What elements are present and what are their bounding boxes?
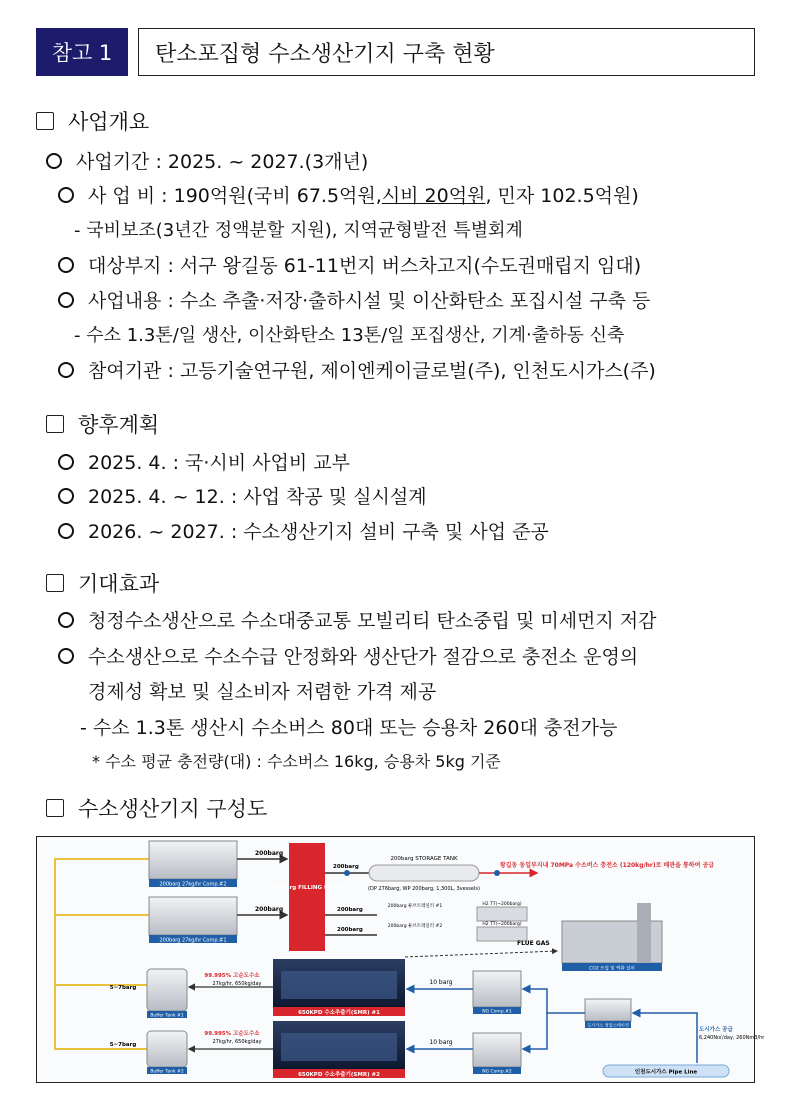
city-gas-rate: 6,240N㎥/day, 260Nm3/hr [699, 1035, 765, 1041]
trailer-label: H2 TT(~200barg) [482, 922, 522, 927]
tube-label: 200barg 튜브트레일러 #2 [387, 924, 443, 929]
storage-tank [368, 856, 480, 892]
checkbox-square-icon [46, 799, 64, 817]
overview-content: 사업내용 : 수소 추출·저장·출하시설 및 이산화탄소 포집시설 구축 등 [58, 286, 650, 313]
smr-label: 650KPD 수소추출기(SMR) #1 [298, 1010, 380, 1016]
plan-item: 2025. 4. : 국‧시비 사업비 교부 [58, 448, 350, 475]
effects-note: * 수소 평균 충전량(대) : 수소버스 16kg, 승용차 5kg 기준 [92, 752, 501, 771]
plan-item: 2026. ~ 2027. : 수소생산기지 설비 구축 및 사업 준공 [58, 517, 549, 544]
compressor-1-label: 200barg 27kg/hr Comp.#1 [159, 937, 227, 944]
buffer-tank-1 [147, 969, 187, 1019]
circle-bullet-icon [58, 362, 74, 378]
governor-label: 도시가스 정압스테이션 [587, 1022, 629, 1028]
filling-panel-label: 200barg FILLING PANEL [270, 885, 344, 891]
pressure-label: 10 barg [429, 1039, 453, 1046]
page-title: 탄소포집형 수소생산기지 구축 현황 [138, 28, 755, 76]
overview-participants: 참여기관 : 고등기술연구원, 제이엔케이글로벌(주), 인천도시가스(주) [58, 356, 656, 383]
section-effects: 기대효과 [46, 568, 159, 598]
checkbox-square-icon [46, 415, 64, 433]
overview-period: 사업기간 : 2025. ~ 2027.(3개년) [46, 147, 368, 174]
reference-badge: 참고 1 [36, 28, 128, 76]
bus-station-supply-label: 왕길동 동일부지내 70MPa 수소버스 충전소 (120kg/hr)로 배관을 통하여 공급 [499, 862, 715, 869]
ng-compressor-1 [473, 971, 521, 1015]
pressure-label: 200barg [255, 850, 284, 857]
plan-item: 2025. 4. ~ 12. : 사업 착공 및 실시설계 [58, 482, 427, 509]
hydrogen-feed-lines [55, 859, 149, 1049]
circle-bullet-icon [58, 612, 74, 628]
overview-cost: 사 업 비 : 190억원(국비 67.5억원, 시비 20억원 , 민자 102.5억원) [58, 181, 639, 208]
process-diagram [36, 836, 765, 1083]
purity-label: 99.995% 고순도수소 [204, 973, 260, 979]
compressor-1 [149, 897, 237, 944]
section-heading: 사업개요 [68, 110, 150, 134]
pipeline-label: 인천도시가스 Pipe Line [634, 1069, 698, 1076]
co2-capture-unit [562, 903, 662, 972]
co2-label: CO2 포집 및 액화 설비 [589, 966, 635, 972]
pressure-label: 5~7barg [109, 985, 137, 991]
trailer-label: H2 TT(~200barg) [482, 902, 522, 907]
circle-bullet-icon [58, 187, 74, 203]
overview-content-detail: - 수소 1.3톤/일 생산, 이산화탄소 13톤/일 포집생산, 기계‧출하동 신축 [74, 325, 625, 346]
section-plan: 향후계획 [46, 409, 159, 439]
smr-reformer-2 [273, 1021, 405, 1078]
pressure-label: 10 barg [429, 979, 453, 986]
ng-compressor-label: NG Comp.#1 [482, 1009, 512, 1015]
circle-bullet-icon [58, 292, 74, 308]
overview-subsidy: - 국비보조(3년간 정액분할 지원), 지역균형발전 특별회계 [74, 220, 523, 241]
compressor-2 [149, 841, 237, 888]
smr-reformer-1 [273, 959, 405, 1016]
pressure-label: 5~7barg [109, 1042, 137, 1048]
section-overview [36, 106, 149, 136]
tube-label: 200barg 튜브트레일러 #1 [387, 904, 443, 909]
pressure-label: 200barg [255, 906, 284, 913]
section-diagram: 수소생산기지 구성도 [46, 793, 267, 823]
ng-compressor-label: NG Comp.#2 [482, 1069, 512, 1075]
effects-detail: - 수소 1.3톤 생산시 수소버스 80대 또는 승용차 260대 충전가능 [80, 717, 618, 739]
checkbox-square-icon [36, 112, 54, 130]
circle-bullet-icon [58, 523, 74, 539]
buffer-tank-label: Buffer Tank #2 [150, 1069, 184, 1075]
circle-bullet-icon [58, 488, 74, 504]
buffer-tank-label: Buffer Tank #1 [150, 1013, 184, 1019]
smr-label: 650KPD 수소추출기(SMR) #2 [298, 1072, 380, 1078]
pressure-label: 200barg [333, 864, 359, 870]
checkbox-square-icon [46, 574, 64, 592]
rate-label: 27kg/hr, 650kg/day [212, 981, 262, 987]
circle-bullet-icon [58, 648, 74, 664]
circle-bullet-icon [58, 257, 74, 273]
rate-label: 27kg/hr, 650kg/day [212, 1039, 262, 1045]
pressure-label: 200barg [337, 927, 363, 933]
pressure-label: 200barg [337, 907, 363, 913]
gas-governor-station [585, 999, 631, 1029]
circle-bullet-icon [46, 153, 62, 169]
storage-tank-label: 200barg STORAGE TANK [390, 856, 458, 862]
city-gas-label: 도시가스 공급 [699, 1027, 733, 1033]
ng-compressor-2 [473, 1033, 521, 1075]
effects-item-cont: 경제성 확보 및 실소비자 저렴한 가격 제공 [88, 681, 437, 703]
tube-trailer-1 [477, 901, 527, 921]
purity-label: 99.995% 고순도수소 [204, 1031, 260, 1037]
buffer-tank-2 [147, 1031, 187, 1075]
storage-tank-spec: (DP 276barg, WP 200barg, 1,300L, 3vessels) [368, 886, 480, 892]
compressor-2-label: 200barg 27kg/hr Comp.#2 [159, 881, 227, 888]
flue-gas-label: FLUE GAS [517, 940, 550, 947]
tube-trailer-2 [477, 921, 527, 941]
effects-item: 청정수소생산으로 수소대중교통 모빌리티 탄소중립 및 미세먼지 저감 [58, 606, 657, 633]
overview-site: 대상부지 : 서구 왕길동 61-11번지 버스차고지(수도권매립지 임대) [58, 251, 641, 278]
city-gas-pipeline [603, 1065, 729, 1077]
effects-item: 수소생산으로 수소수급 안정화와 생산단가 절감으로 충전소 운영의 [58, 642, 638, 669]
circle-bullet-icon [58, 454, 74, 470]
